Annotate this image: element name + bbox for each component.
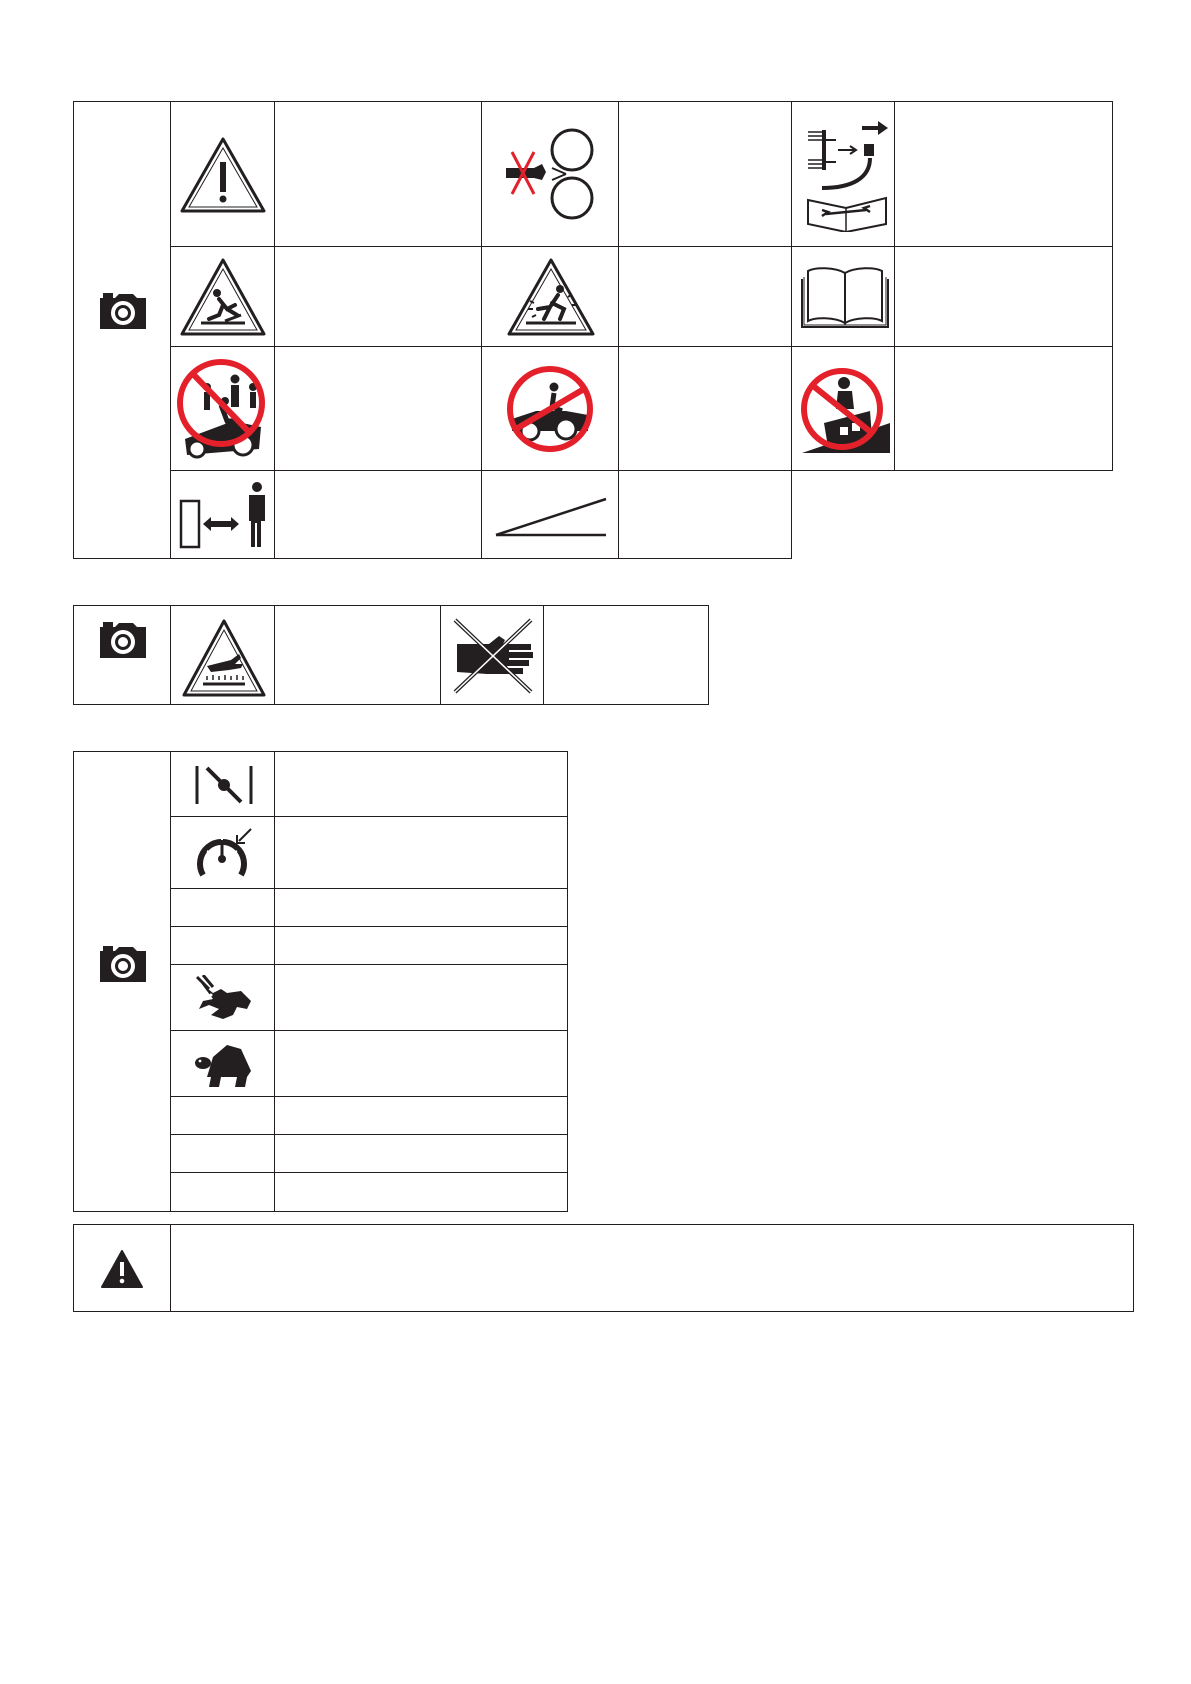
slope-angle-icon [492,495,610,539]
camera-icon [100,946,146,982]
control-text-cell [274,751,568,817]
camera-cell [73,751,171,1212]
symbol-cell-passengers [481,346,619,471]
control-text-cell [274,1096,568,1135]
control-icon-cell [170,926,275,965]
text-cell [618,346,792,471]
hot-surface-icon [181,618,267,698]
rotating-blade-hand-icon [504,128,600,222]
symbol-cell-manual [791,246,895,347]
text-cell [618,470,792,559]
slip-hazard-icon [179,257,267,337]
control-text-cell [274,964,568,1031]
symbol-cell-distance [170,470,275,559]
symbol-cell-warning [170,101,275,247]
general-warning-icon [179,136,267,214]
control-icon-cell [170,1134,275,1173]
symbol-cell-blade [481,101,619,247]
text-cell [894,246,1113,347]
symbol-cell-no-touch [440,605,544,705]
text-cell [618,246,792,347]
camera-cell [73,605,171,705]
control-icon-cell [170,888,275,927]
text-cell [543,605,709,705]
symbol-cell-maintenance [791,101,895,247]
symbol-cell-bystanders [170,346,275,471]
camera-icon [100,293,146,329]
text-cell [274,470,482,559]
no-bystanders-icon [177,357,273,461]
text-cell [274,246,482,347]
no-touch-hand-icon [449,614,537,698]
control-text-cell [274,926,568,965]
control-icon-cell [170,816,275,889]
control-icon-cell [170,964,275,1031]
control-text-cell [274,816,568,889]
text-cell [894,101,1113,247]
speedometer-icon [193,827,255,881]
control-text-cell [274,1172,568,1212]
camera-icon [100,622,146,658]
symbol-cell-angle [481,470,619,559]
slow-turtle-icon [193,1043,255,1089]
camera-cell [73,101,171,559]
no-passengers-icon [506,365,594,453]
text-cell [274,605,441,705]
fast-rabbit-icon [193,975,255,1023]
control-icon-cell [170,1172,275,1212]
warning-triangle-icon [100,1249,144,1289]
symbol-cell-hot [170,605,275,705]
symbol-cell-slip [170,246,275,347]
control-text-cell [274,1134,568,1173]
control-text-cell [274,1030,568,1097]
control-icon-cell [170,751,275,817]
control-icon-cell [170,1096,275,1135]
throttle-valve-icon [193,762,255,808]
control-text-cell [274,888,568,927]
text-cell [894,346,1113,471]
warning-icon-cell [73,1224,171,1312]
no-steep-slope-icon [800,363,892,455]
symbol-cell-slope [791,346,895,471]
text-cell [274,346,482,471]
safe-distance-icon [179,481,271,549]
control-icon-cell [170,1030,275,1097]
text-cell [274,101,482,247]
maintenance-manual-icon [802,118,890,232]
warning-text-cell [170,1224,1134,1312]
read-manual-icon [800,265,890,329]
symbol-cell-thrown [481,246,619,347]
text-cell [618,101,792,247]
thrown-objects-icon [506,257,596,337]
